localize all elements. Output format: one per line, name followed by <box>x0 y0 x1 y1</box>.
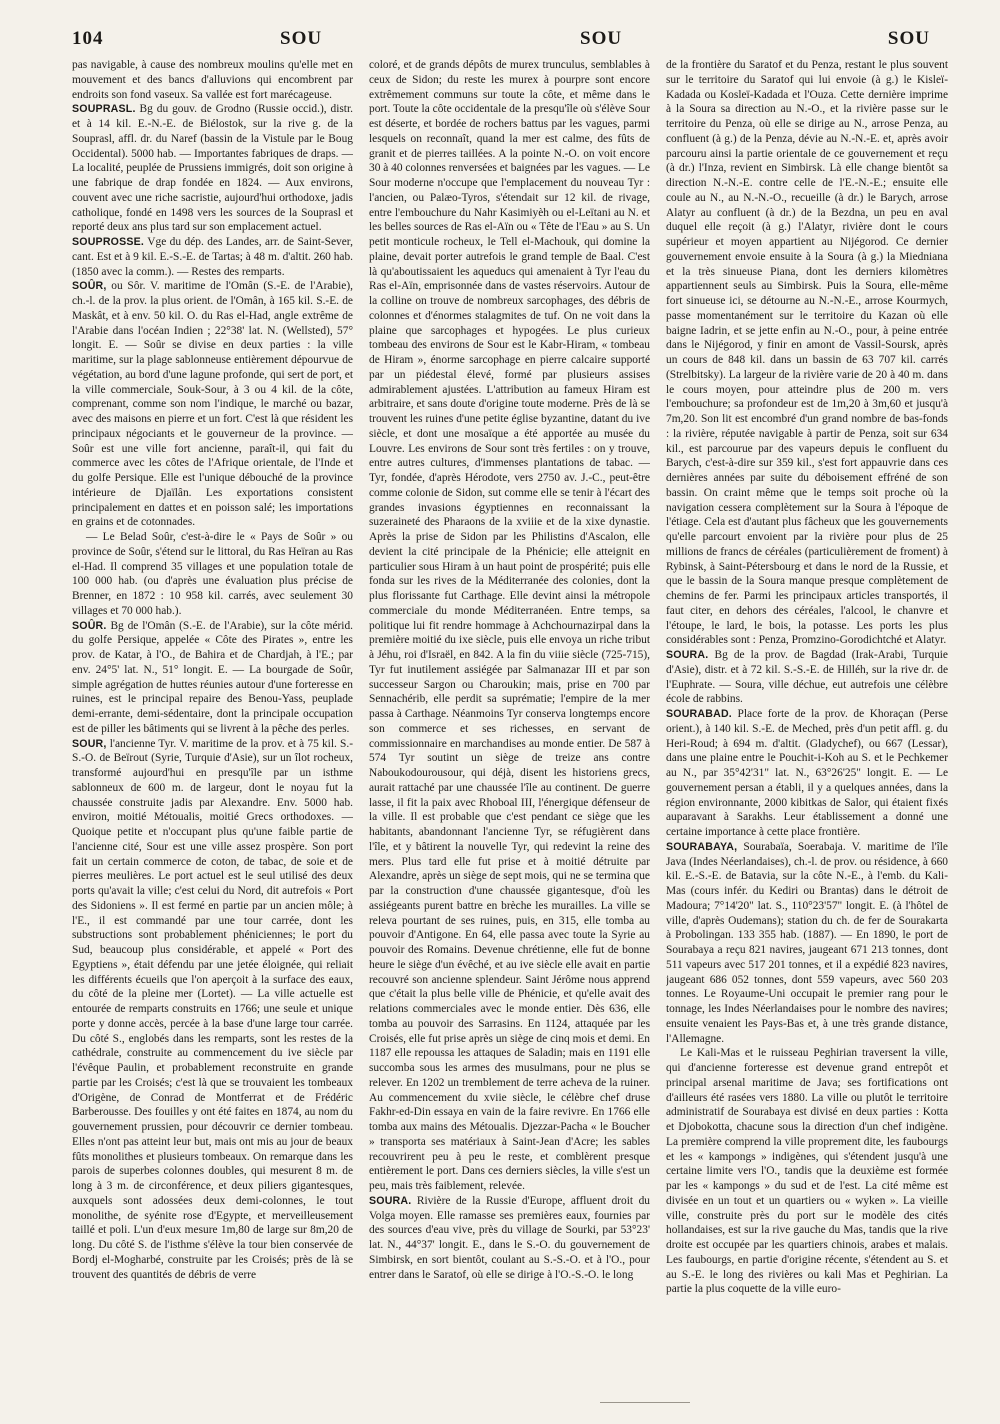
entry-headword: SOUPROSSE. <box>72 236 145 248</box>
dictionary-entry <box>666 1046 948 1297</box>
entry-text: Bg de l'Omân (S.-E. de l'Arabie), sur la côte mérid. du golfe Persique, appelée « Côte des Pirates », entre les prov. de Katar, à l'O., de Bahira et de Chardjah, à l'E.; par env. 24°5' lat. N., 51° longit. E. — La bourgade de Soûr, simple agrégation de huttes réunies autour d'une forteresse en ruines, est le principal repaire des Benou-Yass, peuplade demi-errante, demi-sédentaire, dont la principale occupation est de piller les bâtiments qui se livrent à la pêche des perles. <box>72 619 353 735</box>
column-right <box>666 58 948 1398</box>
dictionary-entry <box>666 648 948 707</box>
entry-text: Vge du dép. des Landes, arr. de Saint-Sever, cant. Est et à 9 kil. E.-S.-E. de Tartas; à 48 m. d'altit. 260 hab. (1850 avec la comm.). — Restes des remparts. <box>72 236 353 278</box>
entry-text: — Le Belad Soûr, c'est-à-dire le « Pays de Soûr » ou province de Soûr, s'étend sur le littoral, du Ras Heïran au Ras el-Had. Il comprend 35 villages et une population totale de 100 000 hab. (ou d'après une évaluation plus précise de Brenner, en 1872 : 10 958 kil. carrés, avec seulement 30 villages et 70 000 hab.). <box>72 531 353 617</box>
column-middle <box>369 58 650 1398</box>
running-header <box>72 28 930 54</box>
dictionary-entry <box>72 58 353 102</box>
entry-text: Bg de la prov. de Bagdad (Irak-Arabi, Turquie d'Asie), distr. et à 72 kil. S.-S.-E. de Hilléh, sur la rive dr. de l'Euphrate. — Soura, ville déchue, eut autrefois une célèbre école de rabbins. <box>666 649 948 706</box>
entry-headword: SOURABAD. <box>666 708 732 720</box>
entry-headword: SOUPRASL. <box>72 103 136 116</box>
dictionary-entry <box>72 530 353 619</box>
running-headword-right: SOU <box>887 28 930 49</box>
dictionary-entry <box>72 102 353 235</box>
entry-headword: SOURABAYA, <box>666 840 738 853</box>
entry-headword: SOUR, <box>72 737 107 750</box>
dictionary-entry <box>666 840 948 1047</box>
running-headword-center: SOU <box>580 28 623 49</box>
page-number: 104 <box>72 28 104 49</box>
dictionary-entry <box>666 707 948 840</box>
entry-text: l'ancienne Tyr. V. maritime de la prov. et à 75 kil. S.-S.-O. de Beïrout (Syrie, Turquie d'Asie), sur un îlot rocheux, transformé aujourd'hui en presqu'île par un isthme sablonneux de 600 m. de largeur, dont le noyau fut la chaussée construite jadis par Alexandre. Env. 5000 hab. environ, moitié Métoualis, moitié Grecs orthodoxes. — Quoique petite et n'occupant plus qu'une faible partie de l'ancienne cité, Sour est une ville assez prospère. Son port fait un certain commerce de coton, de tabac, de soie et de pierres meulières. Le port actuel est le seul utilisé des deux ports qu'avait la ville; c'est celui du Nord, dit autrefois « Port des Sidoniens ». Il est fermé en partie par un ancien môle; à l'E., il est commandé par une tour carrée, dont les substructions sont probablement phéniciennes; le port du Sud, beaucoup plus considérable, et appelé « Port des Egyptiens », était défendu par une jetée éloignée, qui reliait les différents écueils que l'on aperçoit à la surface des eaux, du côté de la pleine mer (Lortet). — La ville actuelle est entourée de remparts construits en 1766; une seule et unique porte y donne accès, percée à la base d'une large tour carrée. Du côté S., englobés dans les remparts, sont les restes de la cathédrale, construite au commencement du ive siècle par l'évêque Paulin, et probablement reconstruite en grande partie par les Croisés; c'est là que se trouvaient les tombeaux d'Origène, de Conrad de Montferrat et de Frédéric Barberousse. Des fouilles y ont été faites en 1874, au nom du gouvernement prussien, pour découvrir ce dernier tombeau. Elles n'ont pas atteint leur but, mais ont mis au jour de beaux fûts monolithes et plusieurs tombeaux. On remarque dans les parois de superbes colonnes doubles, qui mesurent 8 m. de long à 3 m. de circonférence, et deux piliers gigantesques, auxquels sont adossées deux demi-colonnes, le tout monolithe, de syénite rose d'Egypte, et merveilleusement taillé et poli. L'un d'eux mesure 1m,80 de large sur 8m,20 de long. Du côté S. de l'isthme s'élève la tour bien conservée de Bordj el-Mogharbé, construite par les Croisés; près de là se trouvent des quantités de débris de verre <box>72 737 353 1281</box>
entry-text: Bg du gouv. de Grodno (Russie occid.), distr. et à 14 kil. E.-N.-E. de Biélostok, sur la rive g. de la Souprasl, affl. dr. du Naref (bassin de la Vistule par le Boug Occidental). 5000 hab. — Importantes fabriques de draps. — La localité, peuplée de Prussiens immigrés, doit son origine à une fabrique de drap fondée en 1824. — Aux environs, couvent avec une riche sacristie, aujourd'hui orthodoxe, jadis catholique, fondé en 1498 vers les sources de la Souprasl et reporté deux ans plus tard sur son emplacement actuel. <box>72 103 353 234</box>
column-left <box>72 58 353 1398</box>
dictionary-entry <box>72 235 353 279</box>
entry-headword: SOURA. <box>369 1194 412 1207</box>
entry-text: Rivière de la Russie d'Europe, affluent droit du Volga moyen. Elle ramasse ses premières eaux, fournies par des sources d'eau vive, près du village de Sourki, par 53°23' lat. N., 44°37' longit. E., dans le S.-O. du gouvernement de Simbirsk, en sort bientôt, coulant au S.-S.-O. et à l'O., pour entrer dans le Saratof, où elle se dirige à l'O.-S.-O. le long <box>369 1194 650 1281</box>
dictionary-entry <box>369 1194 650 1283</box>
entry-text: Sourabaïa, Soerabaja. V. maritime de l'île Java (Indes Néerlandaises), ch.-l. de prov. ou résidence, à 660 kil. E.-S.-E. de Batavia, sur la côte N.-E., à l'emb. du Kali-Mas (cours infér. du Kediri ou Brantas) dans le détroit de Madoura; 7°14'20" lat. S., 110°23'57" longit. E. (à l'hôtel de ville, d'après Oudemans); station du ch. de fer de Sourakarta à Probolingan. 133 355 hab. (1887). — En 1890, le port de Sourabaya a reçu 821 navires, jaugeant 671 213 tonnes, dont 511 vapeurs avec 517 201 tonnes, et il a expédié 823 navires, jaugeant 686 052 tonnes, dont 559 vapeurs, avec 560 203 tonnes. Le Royaume-Uni occupait le premier rang pour le tonnage, les Indes Néerlandaises pour le nombre des navires; ensuite venaient les Pays-Bas et, à une très grande distance, l'Allemagne. <box>666 840 948 1045</box>
dictionary-entry <box>72 619 353 737</box>
dictionary-entry <box>369 58 650 1194</box>
entry-text: coloré, et de grands dépôts de murex trunculus, semblables à ceux de Sidon; du reste les murex à pourpre sont encore extrêmement communs sur toute la côte, et même dans le port. Toute la côte occidentale de la presqu'île où s'élève Sour est déserte, et bordée de rochers battus par les vagues, parmi lesquels on reconnaît, quand la mer est calme, des fûts de granit et de pierres taillées. A la pointe N.-O. on voit encore 30 à 40 colonnes renversées et baignées par les vagues. — Le Sour moderne n'occupe que l'emplacement du nouveau Tyr : l'ancien, ou Palæo-Tyros, s'étendait sur 12 kil. de rivage, entre l'embouchure du Nahr Kasimiyèh ou el-Leïtani au N. et les belles sources de Ras el-Aïn ou « Tête de l'Eau » au S. Un petit monticule rocheux, le Tell el-Machouk, qui domine la plaine, devait porter autrefois le grand temple de Baal. C'est là qu'aboutissaient les aqueducs qui amenaient à Tyr l'eau du Ras el-Aïn, emprisonnée dans de vastes réservoirs. Autour de la colline on trouve de nombreux sarcophages, des débris de colonnes et d'énormes stalagmites de tuf. On ne voit dans la plaine que sarcophages et hypogées. Le plus curieux tombeau des environs de Sour est le Kabr-Hiram, « tombeau de Hiram », énorme sarcophage en pierre calcaire supporté par un piédestal élevé, formé par plusieurs assises admirablement ajustées. L'attribution au fameux Hiram est arbitraire, et sans doute d'origine toute moderne. Près de là se trouvent les ruines d'une petite église byzantine, datant du ive siècle, et dont une mosaïque a été apportée au musée du Louvre. Les environs de Sour sont très fertiles : on y trouve, entre autres cultures, d'immenses plantations de tabac. — Tyr, fondée, d'après Hérodote, vers 2750 av. J.-C., peut-être comme colonie de Sidon, sut comme elle se tenir à l'écart des grandes invasions égyptiennes en reconnaissant la suzeraineté des Pharaons de la xviiie et de la xixe dynastie. Après la prise de Sidon par les Philistins d'Ascalon, elle devient la cité principale de la Phénicie; elle atteignit en particulier sous Hiram à un haut point de prospérité; puis elle fonda sur les rives de la Méditerranée des colonies, dont la plus florissante fut Carthage. Elle devint ainsi la métropole commerciale du monde Méditerranéen. Entre temps, sa politique lui fit rendre hommage à Achchournazirpal dans la première moitié du ixe siècle, puis elle envoya un riche tribut à Jéhu, roi d'Israël, en 842. A la fin du viiie siècle (725-715), Tyr fut inutilement assiégée par Salmanazar III et par son successeur Sargon ou Charoukin; mais, prise en 700 par Sennachérib, elle perdit sa suprématie; l'empire de la mer passa à Carthage. Néanmoins Tyr conserva longtemps encore son commerce et ses richesses, en servant de commissionnaire en marchandises au monde entier. De 587 à 574 Tyr soutint un siège de treize ans contre Naboukodourousour, qui déjà, disent les historiens grecs, aurait rattaché par une chaussée l'île au continent. De guerre lasse, il fit la paix avec Rhoboal III, l'énergique défenseur de la ville. Il est probable que c'est pendant ce siège que les habitants, abandonnant l'ancienne Tyr, se réfugièrent dans l'île, et y bâtirent la nouvelle Tyr, qui redevint la reine des mers. Plus tard elle fut prise et à moitié détruite par Alexandre, après un siège de sept mois, qui ne se termina que par la construction d'une chaussée gigantesque, d'où les assiégeants purent battre en brèche les murailles. La ville se releva pourtant de ses ruines, puis, en 315, elle tomba au pouvoir d'Antigone. En 64, elle passa avec toute la Syrie au pouvoir des Romains. Devenue chrétienne, elle fut de bonne heure le siège d'un évêché, et au ive siècle elle avait en partie recouvré son ancienne splendeur. Saint Jérôme nous apprend que c'était la plus belle ville de Phénicie, et qu'elle avait des relations commerciales avec le monde entier. Dès 636, elle tomba au pouvoir des Sarrasins. En 1124, attaquée par les Croisés, elle fut prise après un siège de cinq mois et demi. En 1187 elle repoussa les attaques de Saladin; mais en 1191 elle succomba sous les armes des musulmans, pour ne plus se relever. En 1202 un tremblement de terre acheva de la ruiner. Au commencement du xviie siècle, le célèbre chef druse Fakhr-ed-Din essaya en vain de la faire revivre. En 1766 elle tomba aux mains des Métoualis. Djezzar-Pacha « le Boucher » transporta ses matériaux à Saint-Jean d'Acre; les sables recouvrirent peu à peu le reste, et comblèrent presque entièrement le port. Dans ces derniers siècles, la ville s'est un peu, mais très faiblement, relevée. <box>369 59 650 1192</box>
running-headword-left: SOU <box>280 28 323 49</box>
entry-text: Le Kali-Mas et le ruisseau Peghirian traversent la ville, qui d'ancienne forteresse est devenue grand entrepôt et principal arsenal maritime de Java; ses fortifications ont d'ailleurs été rasées vers 1880. La ville ou plutôt le territoire administratif de Sourabaya est divisé en deux parties : Kotta et Djobokotta, chacune sous la direction d'un chef indigène. La première comprend la ville proprement dite, les faubourgs et les « kampongs » indigènes, qui s'étendent jusqu'à une certaine limite vers l'O., tandis que la deuxième est formée par les « kampongs » du sud et de l'est. La cité même est divisée en un tout et un quartiers ou « wyken ». La vieille ville, construite près du port sur le modèle des cités hollandaises, est sur la rive gauche du Mas, tandis que la rive droite est occupée par les quartiers chinois, arabes et malais. Les faubourgs, en partie d'origine récente, s'étendent au S. et au S.-E. le long des rivières ou kali Mas et Peghirian. La partie la plus coquette de la ville euro- <box>666 1047 948 1296</box>
entry-text: de la frontière du Saratof et du Penza, restant le plus souvent sur le territoire du Saratof qui lui envoie (à g.) le Kisleï-Kadada ou Kosleï-Kadada et l'Ouza. Cette dernière imprime à la Soura sa direction au N.-O., et la rivière passe sur le territoire du Penza, où elle se dirige au N., arrose Penza, au confluent (à g.) de la Penza, dévie au N.-N.-E. et, après avoir parcouru ainsi la partie orientale de ce gouvernement et reçu (à dr.) l'Inza, revient en Simbirsk. Là elle change bientôt sa direction N.-N.-E. contre celle de l'E.-N.-E.; ensuite elle coule au N., au N.-N.-O., recueille (à dr.) le Barych, arrose Alatyr au confluent (à dr.) de la Bezdna, un peu en aval duquel elle reçoit (à g.) l'Alatyr, rivière dont le cours supérieur et moyen appartient au Nijégorod. Ce dernier gouvernement envoie ensuite à la Soura (à g.) la Miedniana et la très sinueuse Piana, dont les derniers kilomètres appartiennent seuls au Simbirsk. Puis la Soura, elle-même fort sinueuse ici, se détourne au N.-N.-E., arrose Kourmych, passe momentanément sur le territoire du Kazan où elle baigne Iadrin, et se jette enfin au N.-O., pour, à peine entrée dans le Nijégorod, y finir en amont de Vassil-Soursk, après un cours de 848 kil. dans un bassin de 63 707 kil. carrés (Strelbitsky). La largeur de la rivière varie de 20 à 40 m. dans le cours moyen, pour atteindre plus de 200 m. vers l'embouchure; sa profondeur est de 1m,20 à 3m,60 et jusqu'à 7m,20. Son lit est encombré d'un grand nombre de bas-fonds : la rivière, réputée navigable à partir de Penza, soit sur 634 kil., est parcourue par des vapeurs depuis le confluent du Barych, c'est-à-dire sur 359 kil., s'est fort appauvrie dans ces dernières années par suite du déboisement effréné de son bassin. On craint même que le temps soit proche où la navigation cessera complètement sur la Soura à l'époque de l'étiage. Cela est d'autant plus fâcheux que les gouvernements qu'elle parcourt envoient par la rivière pour plus de 25 millions de francs de céréales (particulièrement de froment) à Rybinsk, à Saint-Pétersbourg et dans le nord de la Russie, et que le bassin de la Soura manque presque complètement de chemins de fer. Parmi les principaux articles transportés, il faut citer, en dehors des céréales, l'alcool, le chanvre et l'étoupe, le lard, le bois, la potasse. Les ports les plus considérables sont : Penza, Promzino-Gorodichtché et Alatyr. <box>666 59 948 647</box>
dictionary-entry <box>72 737 353 1283</box>
entry-text: Place forte de la prov. de Khoraçan (Perse orient.), à 140 kil. S.-E. de Meched, près d'un petit affl. g. du Heri-Roud; à 694 m. d'altit. (Gladychef), ou 667 (Lessar), dans une plaine entre le Pouchit-i-Koh au S. et le Pechkemer au N., par 35°42'31" lat. N., 63°26'25" longit. E. — Le gouvernement persan a établi, il y a quelques années, dans la région environnante, 2000 kibitkas de Salor, qui étaient fixés auparavant à Sarakhs. Leur établissement a donné une certaine importance à cette place frontière. <box>666 708 948 838</box>
dictionary-entry <box>72 279 353 530</box>
footer-rule <box>0 1402 1000 1404</box>
dictionary-entry <box>666 58 948 648</box>
entry-text: ou Sôr. V. maritime de l'Omân (S.-E. de l'Arabie), ch.-l. de la prov. la plus orient. de l'Omân, à 165 kil. S.-E. de Maskât, et à env. 50 kil. O. du Ras el-Had, angle extrême de l'Arabie dans l'océan Indien ; 22°38' lat. N. (Wellsted), 57° longit. E. — Soûr se divise en deux parties : la ville maritime, sur la plage sablonneuse entièrement dépourvue de végétation, au bord d'une lagune profonde, qui sert de port, et la ville commerciale, Souk-Sour, à 3 ou 4 kil. de la côte, comprenant, comme son nom l'indique, le marché ou bazar, avec des maisons en pierre et un fort. C'est là que résident les principaux négociants et le gouverneur de la province. — Soûr est une ville fort ancienne, paraît-il, qui fait du commerce avec les côtes de l'Afrique orientale, de l'Inde et du golfe Persique. Elle est l'unique débouché de la province intérieure de Djaïlân. Les exportations consistent principalement en dattes et en poisson salé; les importations en grains et de cotonnades. <box>72 280 353 529</box>
entry-headword: SOURA. <box>666 649 709 661</box>
entry-headword: SOÛR. <box>72 619 107 632</box>
entry-text: pas navigable, à cause des nombreux moulins qu'elle met en mouvement et des bancs d'alluvions qui encombrent par endroits son fond vaseux. Sa vallée est fort marécageuse. <box>72 59 353 101</box>
entry-headword: SOÛR, <box>72 280 107 293</box>
